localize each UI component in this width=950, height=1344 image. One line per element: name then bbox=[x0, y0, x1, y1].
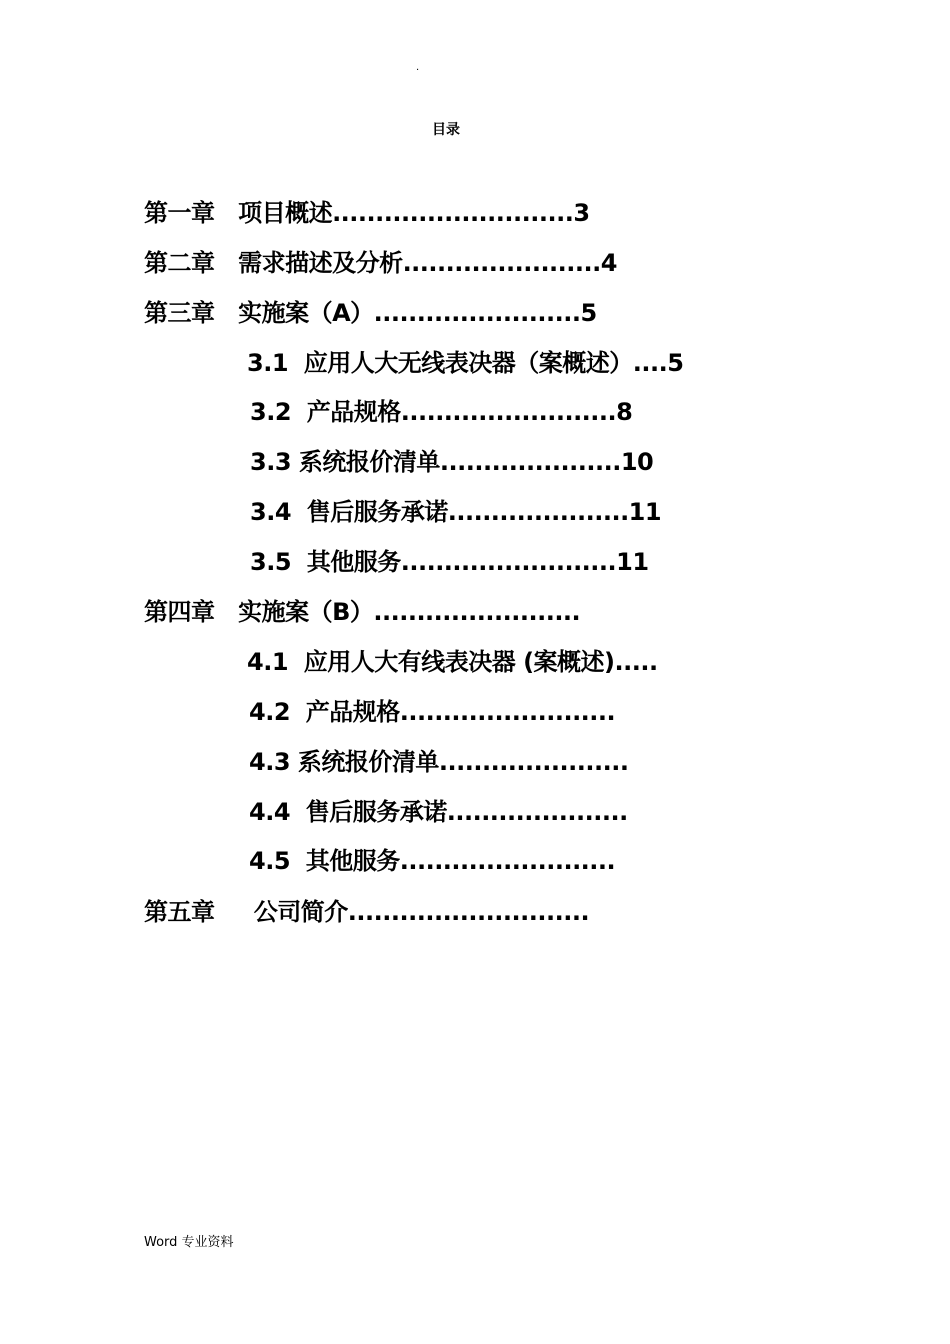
toc-entry-3-1[interactable] bbox=[247, 346, 683, 380]
toc-entry-text: 4.4 售后服务承诺..................... bbox=[249, 798, 628, 826]
toc-entry-text: 3.1 应用人大无线表决器（案概述）....5 bbox=[247, 349, 684, 377]
header-dot-mark: . bbox=[416, 62, 420, 73]
page-footer: Word 专业资料 bbox=[144, 1235, 234, 1250]
toc-entry-chapter-4[interactable] bbox=[144, 595, 580, 629]
toc-entry-text: 第四章 实施案（B）........................ bbox=[144, 598, 581, 626]
toc-entry-text: 第二章 需求描述及分析.......................4 bbox=[144, 249, 617, 277]
toc-entry-3-4[interactable] bbox=[250, 495, 661, 529]
toc-entry-text: 4.1 应用人大有线表决器 (案概述)..... bbox=[247, 648, 658, 676]
toc-entry-4-1[interactable] bbox=[247, 645, 658, 679]
toc-entry-3-3[interactable] bbox=[250, 445, 653, 479]
toc-entry-4-3[interactable] bbox=[249, 745, 628, 779]
toc-entry-text: 4.3 系统报价清单...................... bbox=[249, 748, 629, 776]
toc-entry-3-5[interactable] bbox=[250, 545, 649, 579]
toc-entry-3-2[interactable] bbox=[250, 395, 632, 429]
toc-entry-text: 3.4 售后服务承诺.....................11 bbox=[250, 498, 662, 526]
toc-entry-chapter-1[interactable] bbox=[144, 196, 590, 230]
toc-entry-text: 3.2 产品规格.........................8 bbox=[250, 398, 633, 426]
toc-entry-4-4[interactable] bbox=[249, 795, 628, 829]
toc-entry-text: 第三章 实施案（A）........................5 bbox=[144, 299, 597, 327]
toc-entry-text: 4.2 产品规格......................... bbox=[249, 698, 616, 726]
toc-entry-chapter-5[interactable] bbox=[144, 895, 589, 929]
toc-entry-text: 第五章 公司简介............................ bbox=[144, 898, 590, 926]
toc-entry-text: 第一章 项目概述............................3 bbox=[144, 199, 590, 227]
toc-entry-4-5[interactable] bbox=[249, 844, 615, 878]
toc-entry-chapter-2[interactable] bbox=[144, 246, 617, 280]
toc-entry-text: 3.3 系统报价清单.....................10 bbox=[250, 448, 654, 476]
toc-entry-text: 3.5 其他服务.........................11 bbox=[250, 548, 649, 576]
toc-title: 目录 bbox=[432, 122, 460, 138]
toc-entry-text: 4.5 其他服务......................... bbox=[249, 847, 616, 875]
toc-entry-4-2[interactable] bbox=[249, 695, 615, 729]
toc-entry-chapter-3[interactable] bbox=[144, 296, 597, 330]
